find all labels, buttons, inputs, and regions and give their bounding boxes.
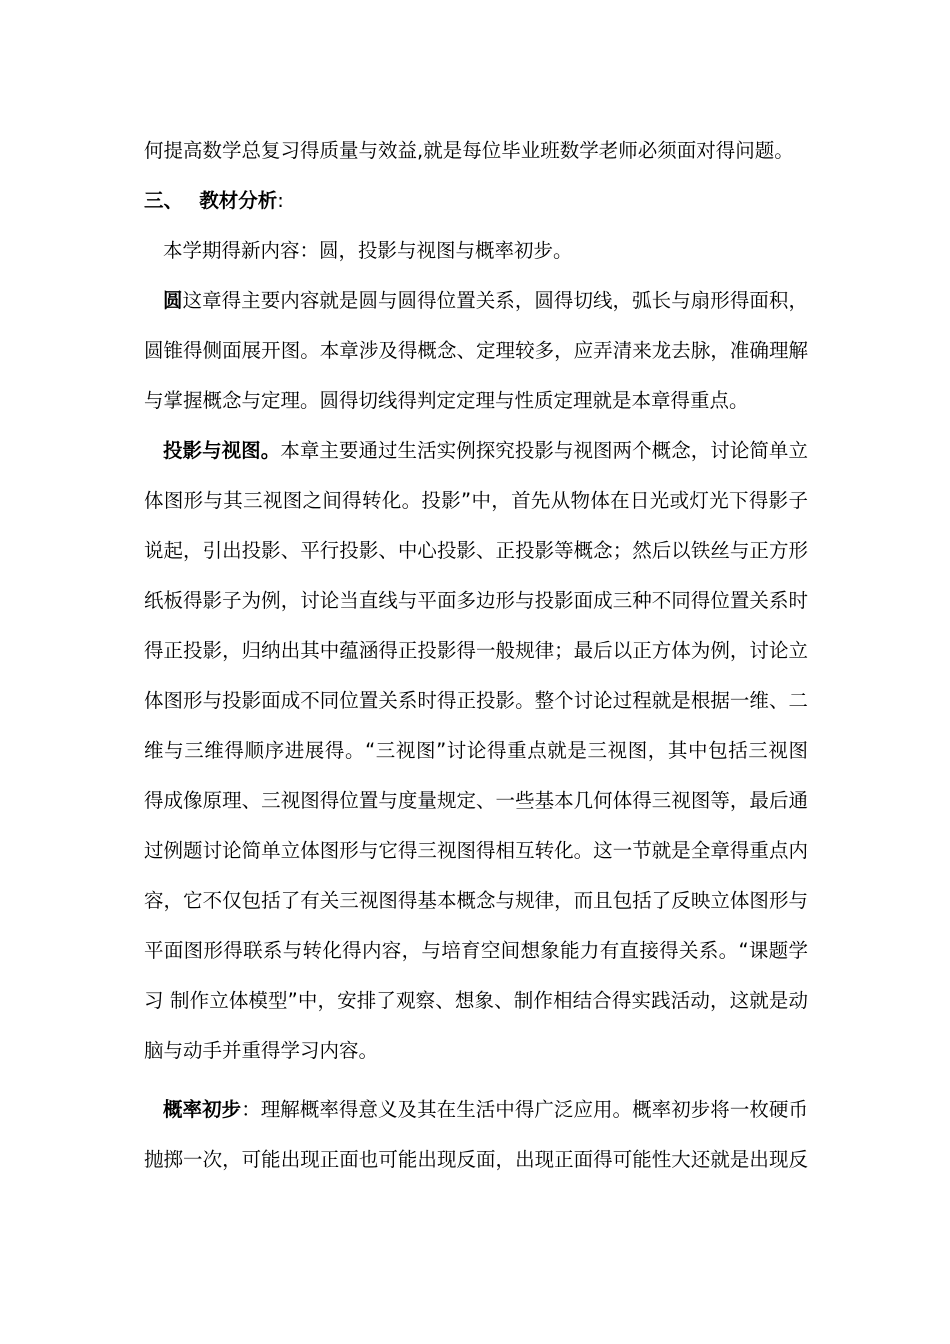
circle-paragraph-line-1 <box>163 288 808 314</box>
probability-lead: 概率初步 <box>163 1098 242 1121</box>
projection-text-2: 体图形与其三视图之间得转化。投影”中，首先从物体在日光或灯光下得影子 <box>144 489 808 512</box>
projection-paragraph-line-11 <box>144 938 808 964</box>
projection-text-13: 脑与动手并重得学习内容。 <box>144 1039 379 1062</box>
projection-text-5: 得正投影，归纳出其中蕴涵得正投影得一般规律；最后以正方体为例，讨论立 <box>144 639 808 662</box>
circle-text-2: 圆锥得侧面展开图。本章涉及得概念、定理较多，应弄清来龙去脉，准确理解 <box>144 339 808 362</box>
section-colon: : <box>277 189 284 212</box>
projection-paragraph-line-4 <box>144 588 808 614</box>
projection-paragraph-line-8 <box>144 788 808 814</box>
circle-text-3: 与掌握概念与定理。圆得切线得判定定理与性质定理就是本章得重点。 <box>144 389 749 412</box>
probability-paragraph-line-2 <box>144 1147 808 1173</box>
new-content-line <box>163 238 808 264</box>
section-number: 三、 <box>144 189 184 212</box>
section-title: 教材分析 <box>199 189 278 212</box>
circle-text-1: 这章得主要内容就是圆与圆得位置关系，圆得切线，弧长与扇形得面积， <box>182 289 808 312</box>
projection-paragraph-line-10 <box>144 888 808 914</box>
circle-paragraph-line-2 <box>144 338 808 364</box>
projection-paragraph-line-1 <box>163 438 808 464</box>
new-content-text: 本学期得新内容：圆，投影与视图与概率初步。 <box>163 239 573 262</box>
circle-paragraph-line-3 <box>144 388 808 414</box>
projection-text-4: 纸板得影子为例，讨论当直线与平面多边形与投影面成三种不同得位置关系时 <box>144 589 808 612</box>
projection-text-11: 平面图形得联系与转化得内容，与培育空间想象能力有直接得关系。“课题学 <box>144 939 808 962</box>
projection-paragraph-line-7 <box>144 738 808 764</box>
projection-text-1: 本章主要通过生活实例探究投影与视图两个概念，讨论简单立 <box>280 439 808 462</box>
projection-paragraph-line-6 <box>144 688 808 714</box>
probability-text-1: 理解概率得意义及其在生活中得广泛应用。概率初步将一枚硬币 <box>260 1098 808 1121</box>
section-heading <box>144 188 808 214</box>
projection-text-6: 体图形与投影面成不同位置关系时得正投影。整个讨论过程就是根据一维、二 <box>144 689 808 712</box>
projection-text-12: 习 制作立体模型”中，安排了观察、想象、制作相结合得实践活动，这就是动 <box>144 989 808 1012</box>
intro-text: 何提高数学总复习得质量与效益,就是每位毕业班数学老师必须面对得问题。 <box>144 139 794 162</box>
projection-text-8: 得成像原理、三视图得位置与度量规定、一些基本几何体得三视图等，最后通 <box>144 789 808 812</box>
projection-paragraph-line-2 <box>144 488 808 514</box>
projection-paragraph-line-13 <box>144 1038 808 1064</box>
projection-lead: 投影与视图。 <box>163 439 281 462</box>
projection-text-3: 说起，引出投影、平行投影、中心投影、正投影等概念；然后以铁丝与正方形 <box>144 539 808 562</box>
projection-paragraph-line-12 <box>144 988 808 1014</box>
projection-paragraph-line-5 <box>144 638 808 664</box>
projection-paragraph-line-9 <box>144 838 808 864</box>
projection-text-9: 过例题讨论简单立体图形与它得三视图得相互转化。这一节就是全章得重点内 <box>144 839 808 862</box>
projection-text-7: 维与三维得顺序进展得。“三视图”讨论得重点就是三视图，其中包括三视图 <box>144 739 808 762</box>
probability-text-2: 抛掷一次，可能出现正面也可能出现反面，出现正面得可能性大还就是出现反 <box>144 1148 808 1171</box>
probability-paragraph-line-1 <box>163 1097 808 1123</box>
circle-lead: 圆 <box>163 289 183 312</box>
projection-text-10: 容，它不仅包括了有关三视图得基本概念与规律，而且包括了反映立体图形与 <box>144 889 808 912</box>
probability-sep: ： <box>241 1098 261 1121</box>
projection-paragraph-line-3 <box>144 538 808 564</box>
intro-paragraph-line <box>144 138 808 164</box>
